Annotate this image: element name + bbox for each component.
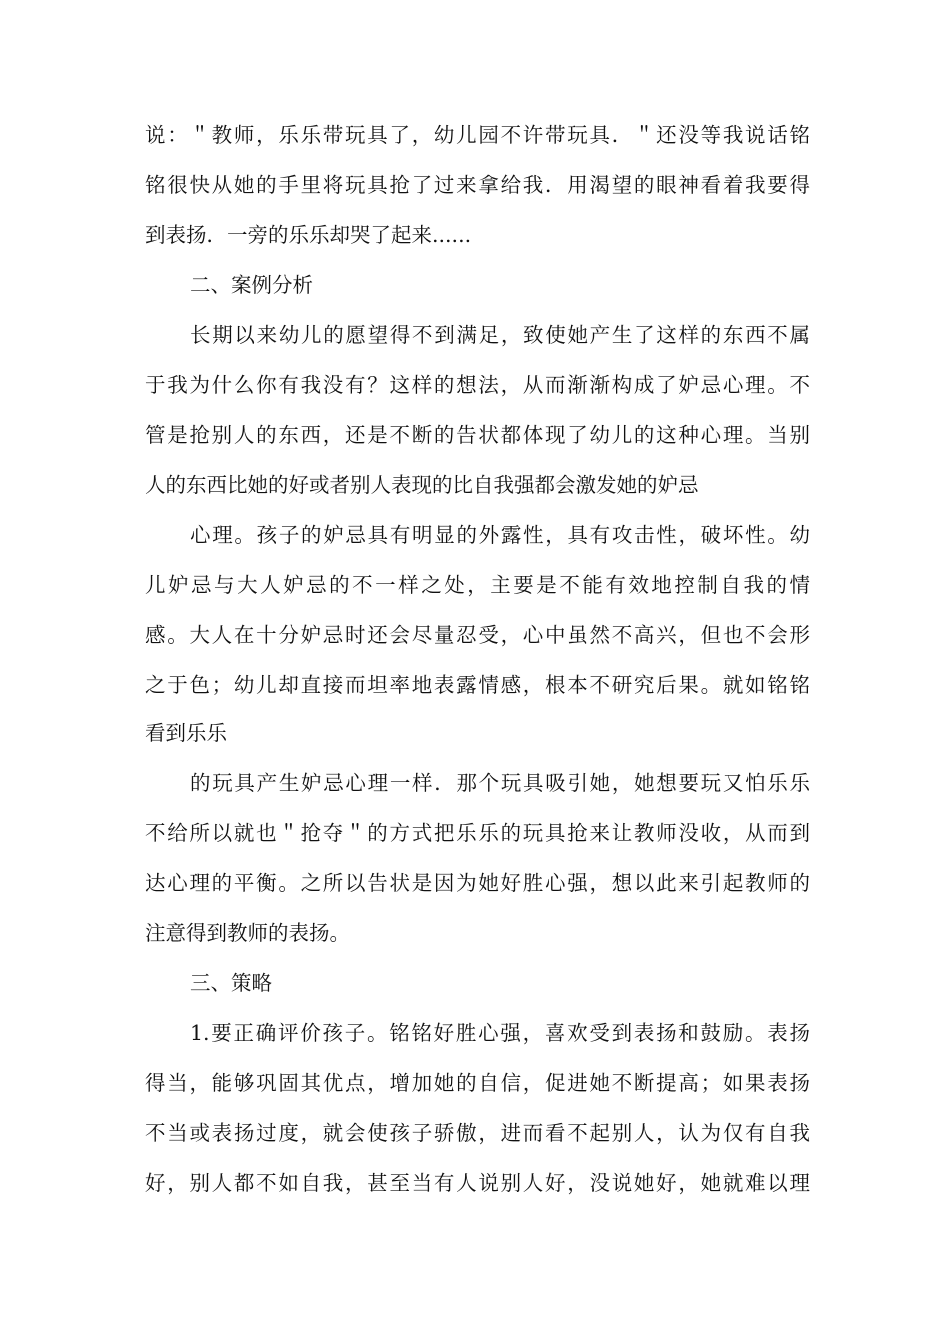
section-heading: 二、案例分析 (190, 273, 313, 297)
paragraph-line: 的玩具产生妒忌心理一样．那个玩具吸引她，她想要玩又怕乐乐 (190, 771, 810, 795)
paragraph-line: 1.要正确评价孩子。铭铭好胜心强，喜欢受到表扬和鼓励。表扬 (190, 1021, 810, 1045)
paragraph-line: 之于色；幼儿却直接而坦率地表露情感，根本不研究后果。就如铭铭 (145, 673, 810, 697)
paragraph-line: 看到乐乐 (145, 721, 227, 745)
paragraph-line: 管是抢别人的东西，还是不断的告状都体现了幼儿的这种心理。当别 (145, 423, 810, 447)
paragraph-line: 好，别人都不如自我，甚至当有人说别人好，没说她好，她就难以理 (145, 1171, 810, 1195)
paragraph-line: 不给所以就也＂抢夺＂的方式把乐乐的玩具抢来让教师没收，从而到 (145, 821, 810, 845)
paragraph-line: 于我为什么你有我没有？这样的想法，从而渐渐构成了妒忌心理。不 (145, 373, 810, 397)
paragraph-line: 心理。孩子的妒忌具有明显的外露性，具有攻击性，破坏性。幼 (190, 523, 810, 547)
paragraph-line: 感。大人在十分妒忌时还会尽量忍受，心中虽然不高兴，但也不会形 (145, 623, 810, 647)
paragraph-line: 得当，能够巩固其优点，增加她的自信，促进她不断提高；如果表扬 (145, 1071, 810, 1095)
paragraph-line: 铭很快从她的手里将玩具抢了过来拿给我．用渴望的眼神看着我要得 (145, 173, 810, 197)
paragraph-line: 说：＂教师，乐乐带玩具了，幼儿园不许带玩具．＂还没等我说话铭 (145, 123, 810, 147)
section-heading: 三、策略 (190, 971, 272, 995)
paragraph-line: 注意得到教师的表扬。 (145, 921, 350, 945)
paragraph-line: 人的东西比她的好或者别人表现的比自我强都会激发她的妒忌 (145, 473, 699, 497)
paragraph-line: 不当或表扬过度，就会使孩子骄傲，进而看不起别人，认为仅有自我 (145, 1121, 810, 1145)
paragraph-line: 儿妒忌与大人妒忌的不一样之处，主要是不能有效地控制自我的情 (145, 573, 810, 597)
paragraph-line: 长期以来幼儿的愿望得不到满足，致使她产生了这样的东西不属 (190, 323, 810, 347)
paragraph-line: 达心理的平衡。之所以告状是因为她好胜心强，想以此来引起教师的 (145, 871, 810, 895)
paragraph-line: 到表扬．一旁的乐乐却哭了起来...... (145, 223, 472, 247)
